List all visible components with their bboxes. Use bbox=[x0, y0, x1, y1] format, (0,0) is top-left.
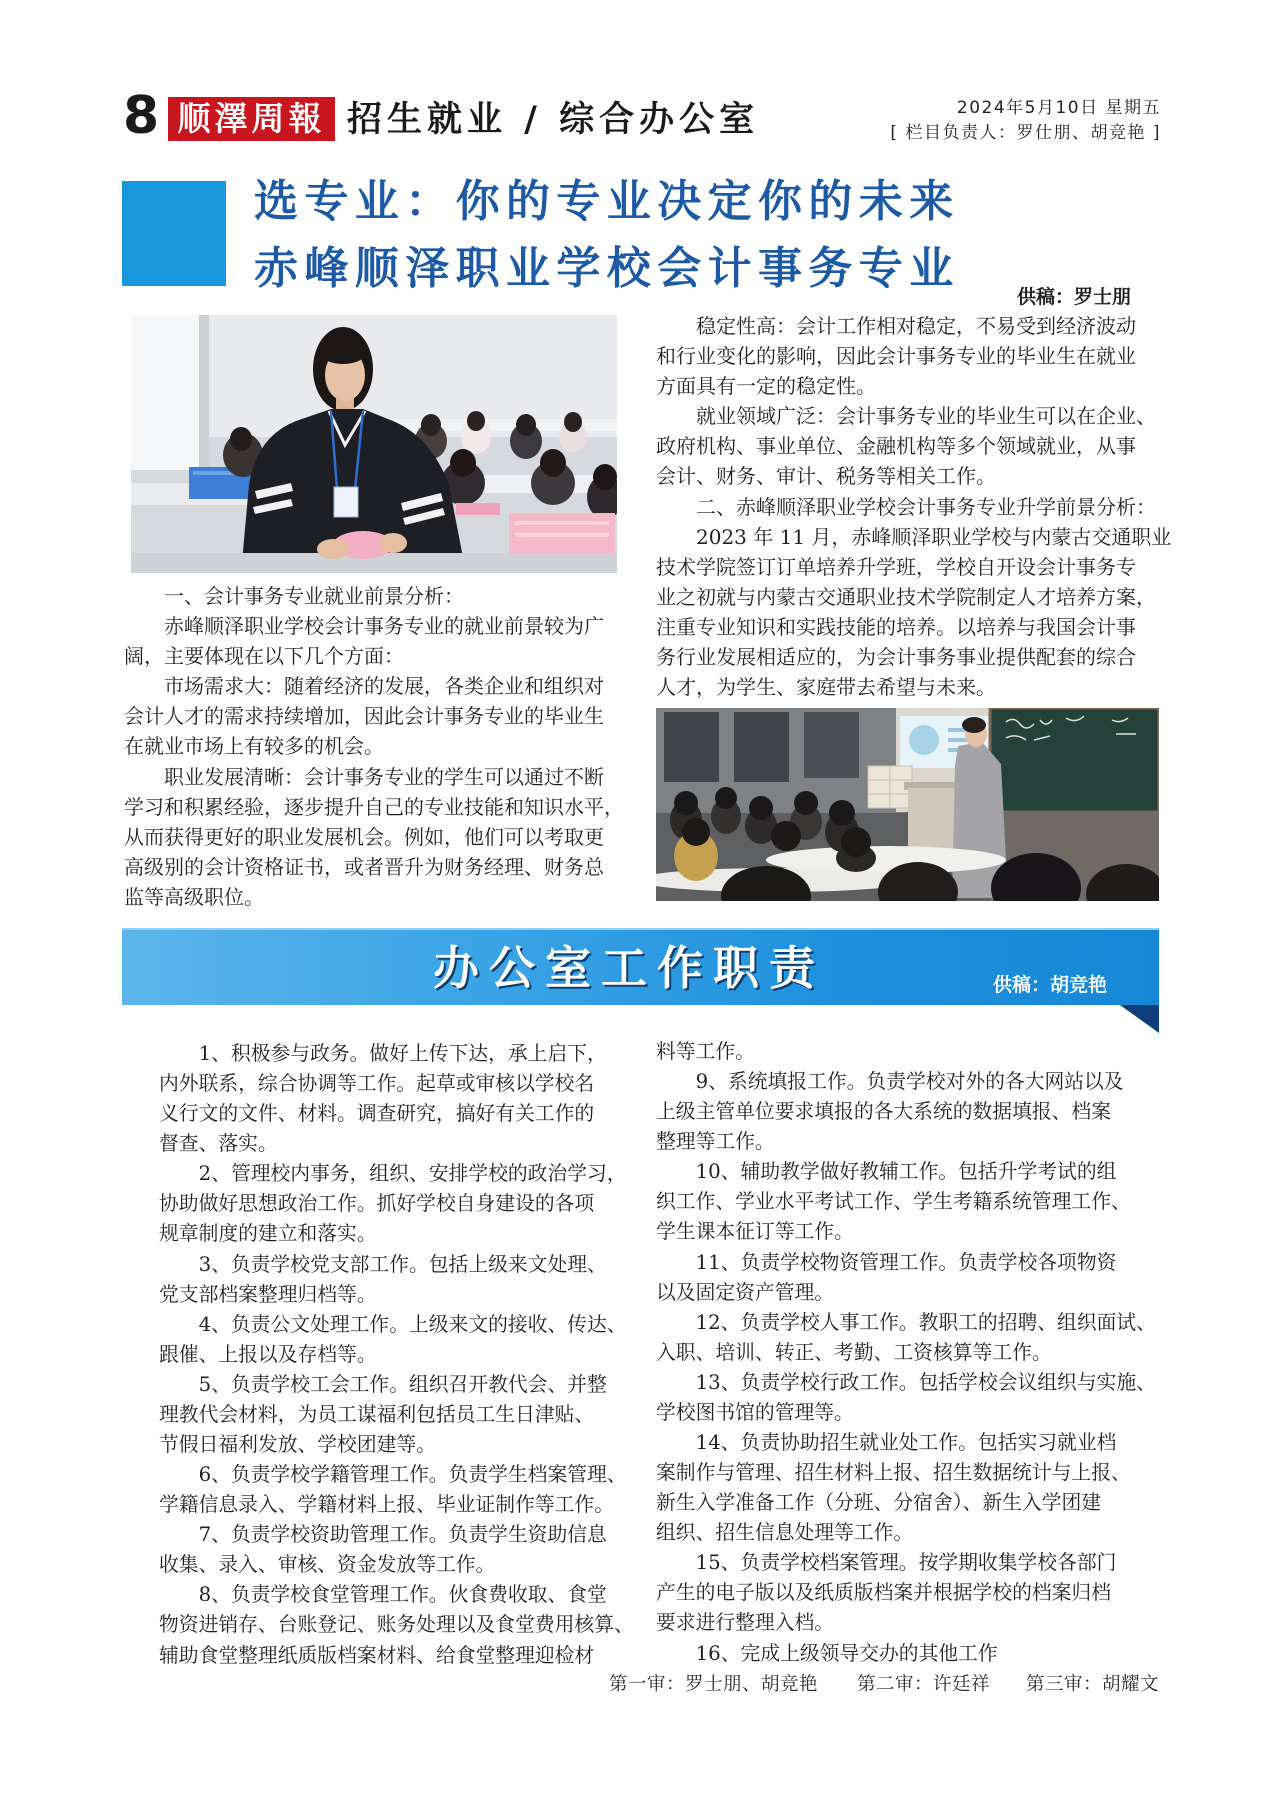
paragraph-line: 在就业市场上有较多的机会。 bbox=[124, 734, 384, 759]
classroom-photo-student-folding-paper bbox=[131, 315, 617, 573]
paragraph-line: 组织、招生信息处理等工作。 bbox=[656, 1521, 914, 1545]
paragraph-first-line: 职业发展清晰：会计事务专业的学生可以通过不断 bbox=[164, 764, 604, 789]
section-banner bbox=[122, 928, 1159, 1005]
paragraph-first-line: 16、完成上级领导交办的其他工作 bbox=[695, 1641, 998, 1665]
paragraph-first-line: 就业领域广泛：会计事务专业的毕业生可以在企业、 bbox=[696, 404, 1156, 429]
column-editors: [ 栏目负责人：罗仕朋、胡竞艳 ] bbox=[890, 123, 1161, 143]
paragraph-line: 务行业发展相适应的，为会计事务事业提供配套的综合 bbox=[656, 645, 1136, 670]
article1-right-column bbox=[656, 311, 1172, 702]
paragraph-line: 跟催、上报以及存档等。 bbox=[159, 1342, 377, 1366]
paragraph-line: 节假日福利发放、学校团建等。 bbox=[159, 1433, 436, 1457]
article1-headline: 选专业：你的专业决定你的未来 bbox=[254, 176, 960, 227]
paragraph-first-line: 8、负责学校食堂管理工作。伙食费收取、食堂 bbox=[198, 1583, 607, 1607]
article2-byline: 供稿：胡竞艳 bbox=[993, 974, 1108, 996]
paragraph-first-line: 6、负责学校学籍管理工作。负责学生档案管理、 bbox=[198, 1463, 627, 1487]
second-reviewer: 第二审：许廷祥 bbox=[857, 1674, 991, 1695]
paragraph-first-line: 14、负责协助招生就业处工作。包括实习就业档 bbox=[695, 1431, 1117, 1455]
article1-left-column bbox=[124, 581, 624, 912]
paragraph-line: 产生的电子版以及纸质版档案并根据学校的档案归档 bbox=[656, 1581, 1111, 1605]
paragraph-line: 入职、培训、转正、考勤、工资核算等工作。 bbox=[656, 1340, 1052, 1364]
paragraph-first-line: 2、管理校内事务，组织、安排学校的政治学习， bbox=[198, 1162, 627, 1186]
paragraph-line: 和行业变化的影响，因此会计事务专业的毕业生在就业 bbox=[656, 344, 1136, 369]
article1-subheadline: 赤峰顺泽职业学校会计事务专业 bbox=[254, 243, 960, 294]
banner-fold-triangle bbox=[1120, 1005, 1159, 1033]
paragraph-first-line: 4、负责公文处理工作。上级来文的接收、传达、 bbox=[198, 1312, 627, 1336]
paragraph-first-line: 13、负责学校行政工作。包括学校会议组织与实施、 bbox=[695, 1370, 1156, 1394]
paragraph-line: 内外联系，综合协调等工作。起草或审核以学校名 bbox=[159, 1072, 595, 1096]
paragraph-first-line: 3、负责学校党支部工作。包括上级来文处理、 bbox=[198, 1252, 607, 1276]
paragraph-first-line: 赤峰顺泽职业学校会计事务专业的就业前景较为广 bbox=[164, 614, 604, 639]
page-section-title: 招生就业 / 综合办公室 bbox=[347, 100, 760, 140]
paragraph-line: 方面具有一定的稳定性。 bbox=[656, 374, 876, 399]
paragraph-line: 织工作、学业水平考试工作、学生考籍系统管理工作、 bbox=[656, 1190, 1131, 1214]
paragraph-line: 党支部档案整理归档等。 bbox=[159, 1282, 377, 1306]
paragraph-line: 学籍信息录入、学籍材料上报、毕业证制作等工作。 bbox=[159, 1493, 614, 1517]
article2-headline: 办公室工作职责 bbox=[433, 941, 825, 995]
paragraph-first-line: 二、赤峰顺泽职业学校会计事务专业升学前景分析： bbox=[696, 494, 1156, 519]
paragraph-line: 上级主管单位要求填报的各大系统的数据填报、档案 bbox=[656, 1100, 1111, 1124]
paragraph-first-line: 市场需求大：随着经济的发展，各类企业和组织对 bbox=[164, 674, 604, 699]
paragraph-line: 理教代会材料，为员工谋福利包括员工生日津贴、 bbox=[159, 1402, 595, 1426]
paragraph-line: 学校图书馆的管理等。 bbox=[656, 1400, 854, 1424]
paragraph-first-line: 9、系统填报工作。负责学校对外的各大网站以及 bbox=[695, 1070, 1124, 1094]
article2-left-column bbox=[159, 1039, 634, 1671]
paragraph-line: 以及固定资产管理。 bbox=[656, 1280, 835, 1304]
paragraph-first-line: 1、积极参与政务。做好上传下达，承上启下， bbox=[198, 1042, 607, 1065]
paragraph-line: 督查、落实。 bbox=[159, 1132, 278, 1156]
paragraph-first-line: 11、负责学校物资管理工作。负责学校各项物资 bbox=[695, 1250, 1117, 1274]
paragraph-line: 案制作与管理、招生材料上报、招生数据统计与上报、 bbox=[656, 1461, 1131, 1485]
paragraph-first-line: 15、负责学校档案管理。按学期收集学校各部门 bbox=[695, 1551, 1117, 1575]
paragraph-first-line: 5、负责学校工会工作。组织召开教代会、并整 bbox=[198, 1372, 607, 1396]
paragraph-first-line: 12、负责学校人事工作。教职工的招聘、组织面试、 bbox=[695, 1310, 1156, 1334]
paragraph-line: 收集、录入、审核、资金发放等工作。 bbox=[159, 1553, 496, 1577]
paragraph-line: 要求进行整理入档。 bbox=[656, 1611, 835, 1635]
paragraph-first-line: 7、负责学校资助管理工作。负责学生资助信息 bbox=[198, 1523, 607, 1547]
paragraph-line: 技术学院签订订单培养升学班，学校自开设会计事务专 bbox=[656, 554, 1136, 579]
paragraph-line: 政府机构、事业单位、金融机构等多个领域就业，从事 bbox=[656, 434, 1136, 459]
issue-date: 2024年5月10日 星期五 bbox=[956, 98, 1161, 118]
paragraph-line: 料等工作。 bbox=[656, 1040, 755, 1063]
paragraph-line: 新生入学准备工作（分班、分宿舍）、新生入学团建 bbox=[656, 1491, 1102, 1515]
paragraph-line: 辅助食堂整理纸质版档案材料、给食堂整理迎检材 bbox=[159, 1643, 595, 1667]
paragraph-line: 从而获得更好的职业发展机会。例如，他们可以考取更 bbox=[124, 824, 604, 849]
paragraph-line: 业之初就与内蒙古交通职业技术学院制定人才培养方案， bbox=[656, 584, 1156, 609]
third-reviewer: 第三审：胡耀文 bbox=[1026, 1674, 1160, 1695]
newspaper-masthead-logo: 顺澤周報 bbox=[168, 97, 335, 141]
paragraph-first-line: 10、辅助教学做好教辅工作。包括升学考试的组 bbox=[695, 1160, 1117, 1184]
paragraph-line: 人才，为学生、家庭带去希望与未来。 bbox=[656, 675, 996, 700]
paragraph-line: 协助做好思想政治工作。抓好学校自身建设的各项 bbox=[159, 1192, 595, 1216]
paragraph-first-line: 2023 年 11 月，赤峰顺泽职业学校与内蒙古交通职业 bbox=[696, 524, 1172, 549]
paragraph-line: 学生课本征订等工作。 bbox=[656, 1220, 854, 1244]
article1-byline: 供稿：罗士朋 bbox=[1017, 286, 1132, 308]
page-number: 8 bbox=[123, 86, 160, 146]
paragraph-line: 整理等工作。 bbox=[656, 1130, 775, 1154]
paragraph-line: 注重专业知识和实践技能的培养。以培养与我国会计事 bbox=[656, 614, 1136, 639]
paragraph-line: 高级别的会计资格证书，或者晋升为财务经理、财务总 bbox=[124, 854, 604, 879]
paragraph-line: 义行文的文件、材料。调查研究，搞好有关工作的 bbox=[159, 1102, 595, 1126]
paragraph-line: 阔，主要体现在以下几个方面： bbox=[124, 644, 404, 669]
classroom-photo-teacher-lecture bbox=[656, 708, 1159, 901]
paragraph-line: 会计人才的需求持续增加，因此会计事务专业的毕业生 bbox=[124, 704, 604, 729]
paragraph-line: 会计、财务、审计、税务等相关工作。 bbox=[656, 464, 996, 489]
paragraph-line: 物资进销存、台账登记、账务处理以及食堂费用核算、 bbox=[159, 1613, 634, 1637]
paragraph-first-line: 稳定性高：会计工作相对稳定，不易受到经济波动 bbox=[696, 314, 1136, 338]
paragraph-first-line: 一、会计事务专业就业前景分析： bbox=[164, 584, 464, 608]
paragraph-line: 规章制度的建立和落实。 bbox=[159, 1222, 377, 1246]
article2-right-column bbox=[656, 1037, 1166, 1669]
first-reviewer: 第一审：罗士朋、胡竞艳 bbox=[609, 1674, 819, 1695]
title-accent-block bbox=[122, 181, 226, 286]
paragraph-line: 学习和积累经验，逐步提升自己的专业技能和知识水平， bbox=[124, 794, 624, 819]
paragraph-line: 监等高级职位。 bbox=[124, 884, 264, 909]
